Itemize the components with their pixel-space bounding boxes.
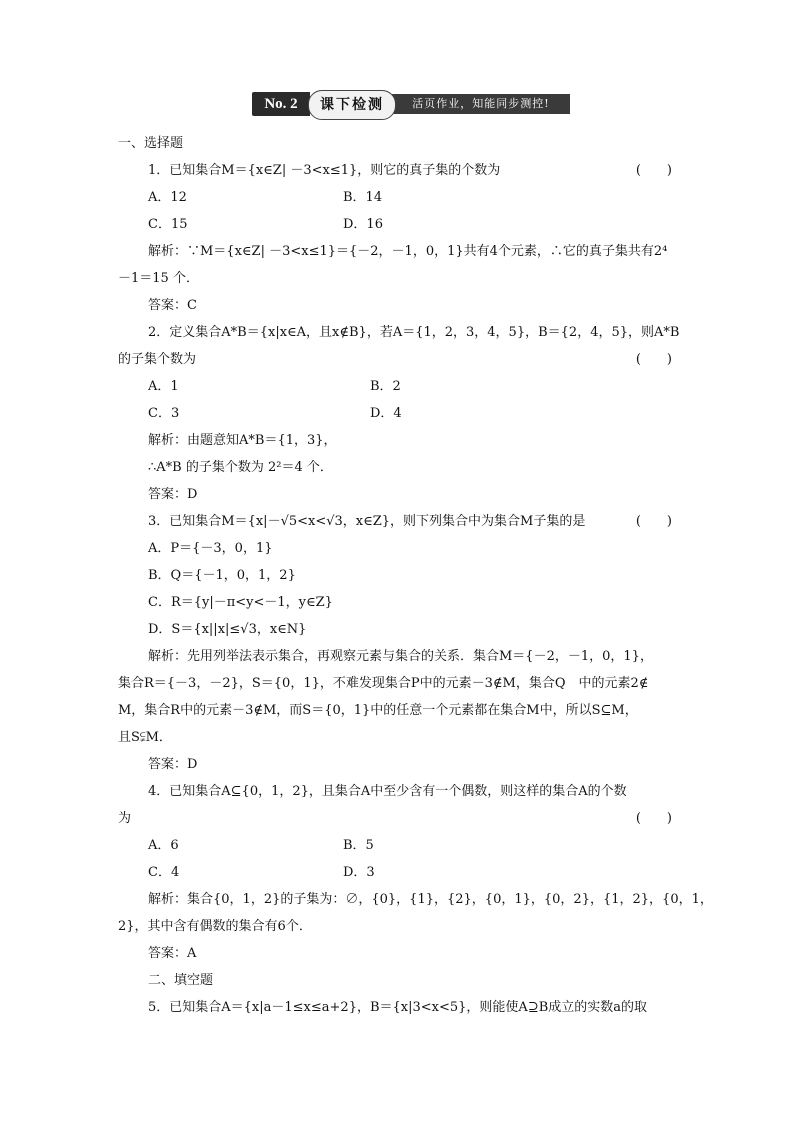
question-4-stem-cont: 为 ( ) xyxy=(118,805,678,832)
solution-line: 2}，其中含有偶数的集合有6个． xyxy=(118,919,312,934)
question-3 xyxy=(118,508,678,535)
option-c: C．R＝{y|－π<y<－1，y∈Z} xyxy=(148,595,333,610)
option-d: D．16 xyxy=(343,217,383,232)
answer-paren: ( ) xyxy=(635,352,672,367)
answer: 答案：C xyxy=(148,298,197,313)
section-heading-fill: 二、填空题 xyxy=(148,973,214,988)
option-d: D．3 xyxy=(343,865,375,880)
answer: 答案：A xyxy=(148,946,197,961)
option-d: D．4 xyxy=(370,406,402,421)
question-2-options-row2 xyxy=(118,400,678,427)
question-5-stem: 5．已知集合A＝{x|a－1≤x≤a+2}，B＝{x|3<x<5}，则能使A⊇B成立的实数a的取 xyxy=(148,1000,648,1015)
solution-line: 且S⫋M． xyxy=(118,730,172,745)
option-c: C．3 xyxy=(148,406,180,421)
solution-line: 解析：先用列举法表示集合，再观察元素与集合的关系．集合M＝{－2，－1，0，1}， xyxy=(148,649,653,664)
document-body xyxy=(118,130,713,1021)
solution-line: 解析：∵M＝{x∈Z| －3<x≤1}＝{－2，－1，0，1}共有4个元素，∴它的真子集共有2⁴ xyxy=(148,244,668,259)
question-4-options-row2 xyxy=(118,859,678,886)
answer-paren: ( ) xyxy=(635,811,672,826)
banner-number: No. 2 xyxy=(252,92,310,116)
solution-line: 解析：集合{0，1，2}的子集为：∅，{0}，{1}，{2}，{0，1}，{0，2}，{1，2}，{0，1， xyxy=(148,892,713,907)
section-banner xyxy=(252,92,570,116)
solution-line: ∴A*B 的子集个数为 2²＝4 个． xyxy=(148,460,333,475)
option-c: C．15 xyxy=(148,217,188,232)
solution-line: M，集合R中的元素－3∉M，而S＝{0，1}中的任意一个元素都在集合M中，所以S⊆M， xyxy=(118,703,638,718)
option-d: D．S＝{x||x|≤√3，x∈N} xyxy=(148,622,307,637)
question-2-options-row1 xyxy=(118,373,678,400)
answer: 答案：D xyxy=(148,757,198,772)
answer-paren: ( ) xyxy=(635,163,672,178)
question-4-options-row1 xyxy=(118,832,678,859)
banner-slogan: 活页作业，知能同步测控! xyxy=(392,94,570,114)
answer: 答案：D xyxy=(148,487,198,502)
question-4-stem: 4．已知集合A⊆{0，1，2}，且集合A中至少含有一个偶数，则这样的集合A的个数 xyxy=(148,784,627,799)
banner-tag: 课下检测 xyxy=(308,90,396,120)
option-b: B．5 xyxy=(343,838,374,853)
solution-line: －1＝15 个． xyxy=(118,271,199,286)
question-1-stem: 1．已知集合M＝{x∈Z| －3<x≤1}，则它的真子集的个数为 xyxy=(148,163,501,178)
question-1-options-row2 xyxy=(118,211,678,238)
option-a: A．12 xyxy=(148,190,187,205)
question-1 xyxy=(118,157,678,184)
option-a: A．P＝{－3，0，1} xyxy=(148,541,273,556)
option-c: C．4 xyxy=(148,865,180,880)
question-2-stem: 2．定义集合A*B＝{x|x∈A，且x∉B}，若A＝{1，2，3，4，5}，B＝{2，4，5}，则A*B xyxy=(148,325,680,340)
option-b: B．14 xyxy=(343,190,383,205)
option-a: A．6 xyxy=(148,838,179,853)
solution-line: 集合R＝{－3，－2}，S＝{0，1}，不难发现集合P中的元素－3∉M，集合Q 中的元素2∉ xyxy=(118,676,649,691)
option-b: B．Q＝{－1，0，1，2} xyxy=(148,568,296,583)
solution-line: 解析：由题意知A*B＝{1，3}， xyxy=(148,433,337,448)
option-a: A．1 xyxy=(148,379,179,394)
option-b: B．2 xyxy=(370,379,401,394)
question-3-stem: 3．已知集合M＝{x|－√5<x<√3，x∈Z}，则下列集合中为集合M子集的是 xyxy=(148,514,586,529)
section-heading-choice: 一、选择题 xyxy=(118,136,184,151)
question-2-stem-cont: 的子集个数为 ( ) xyxy=(118,346,678,373)
question-1-options-row1 xyxy=(118,184,678,211)
answer-paren: ( ) xyxy=(635,514,672,529)
